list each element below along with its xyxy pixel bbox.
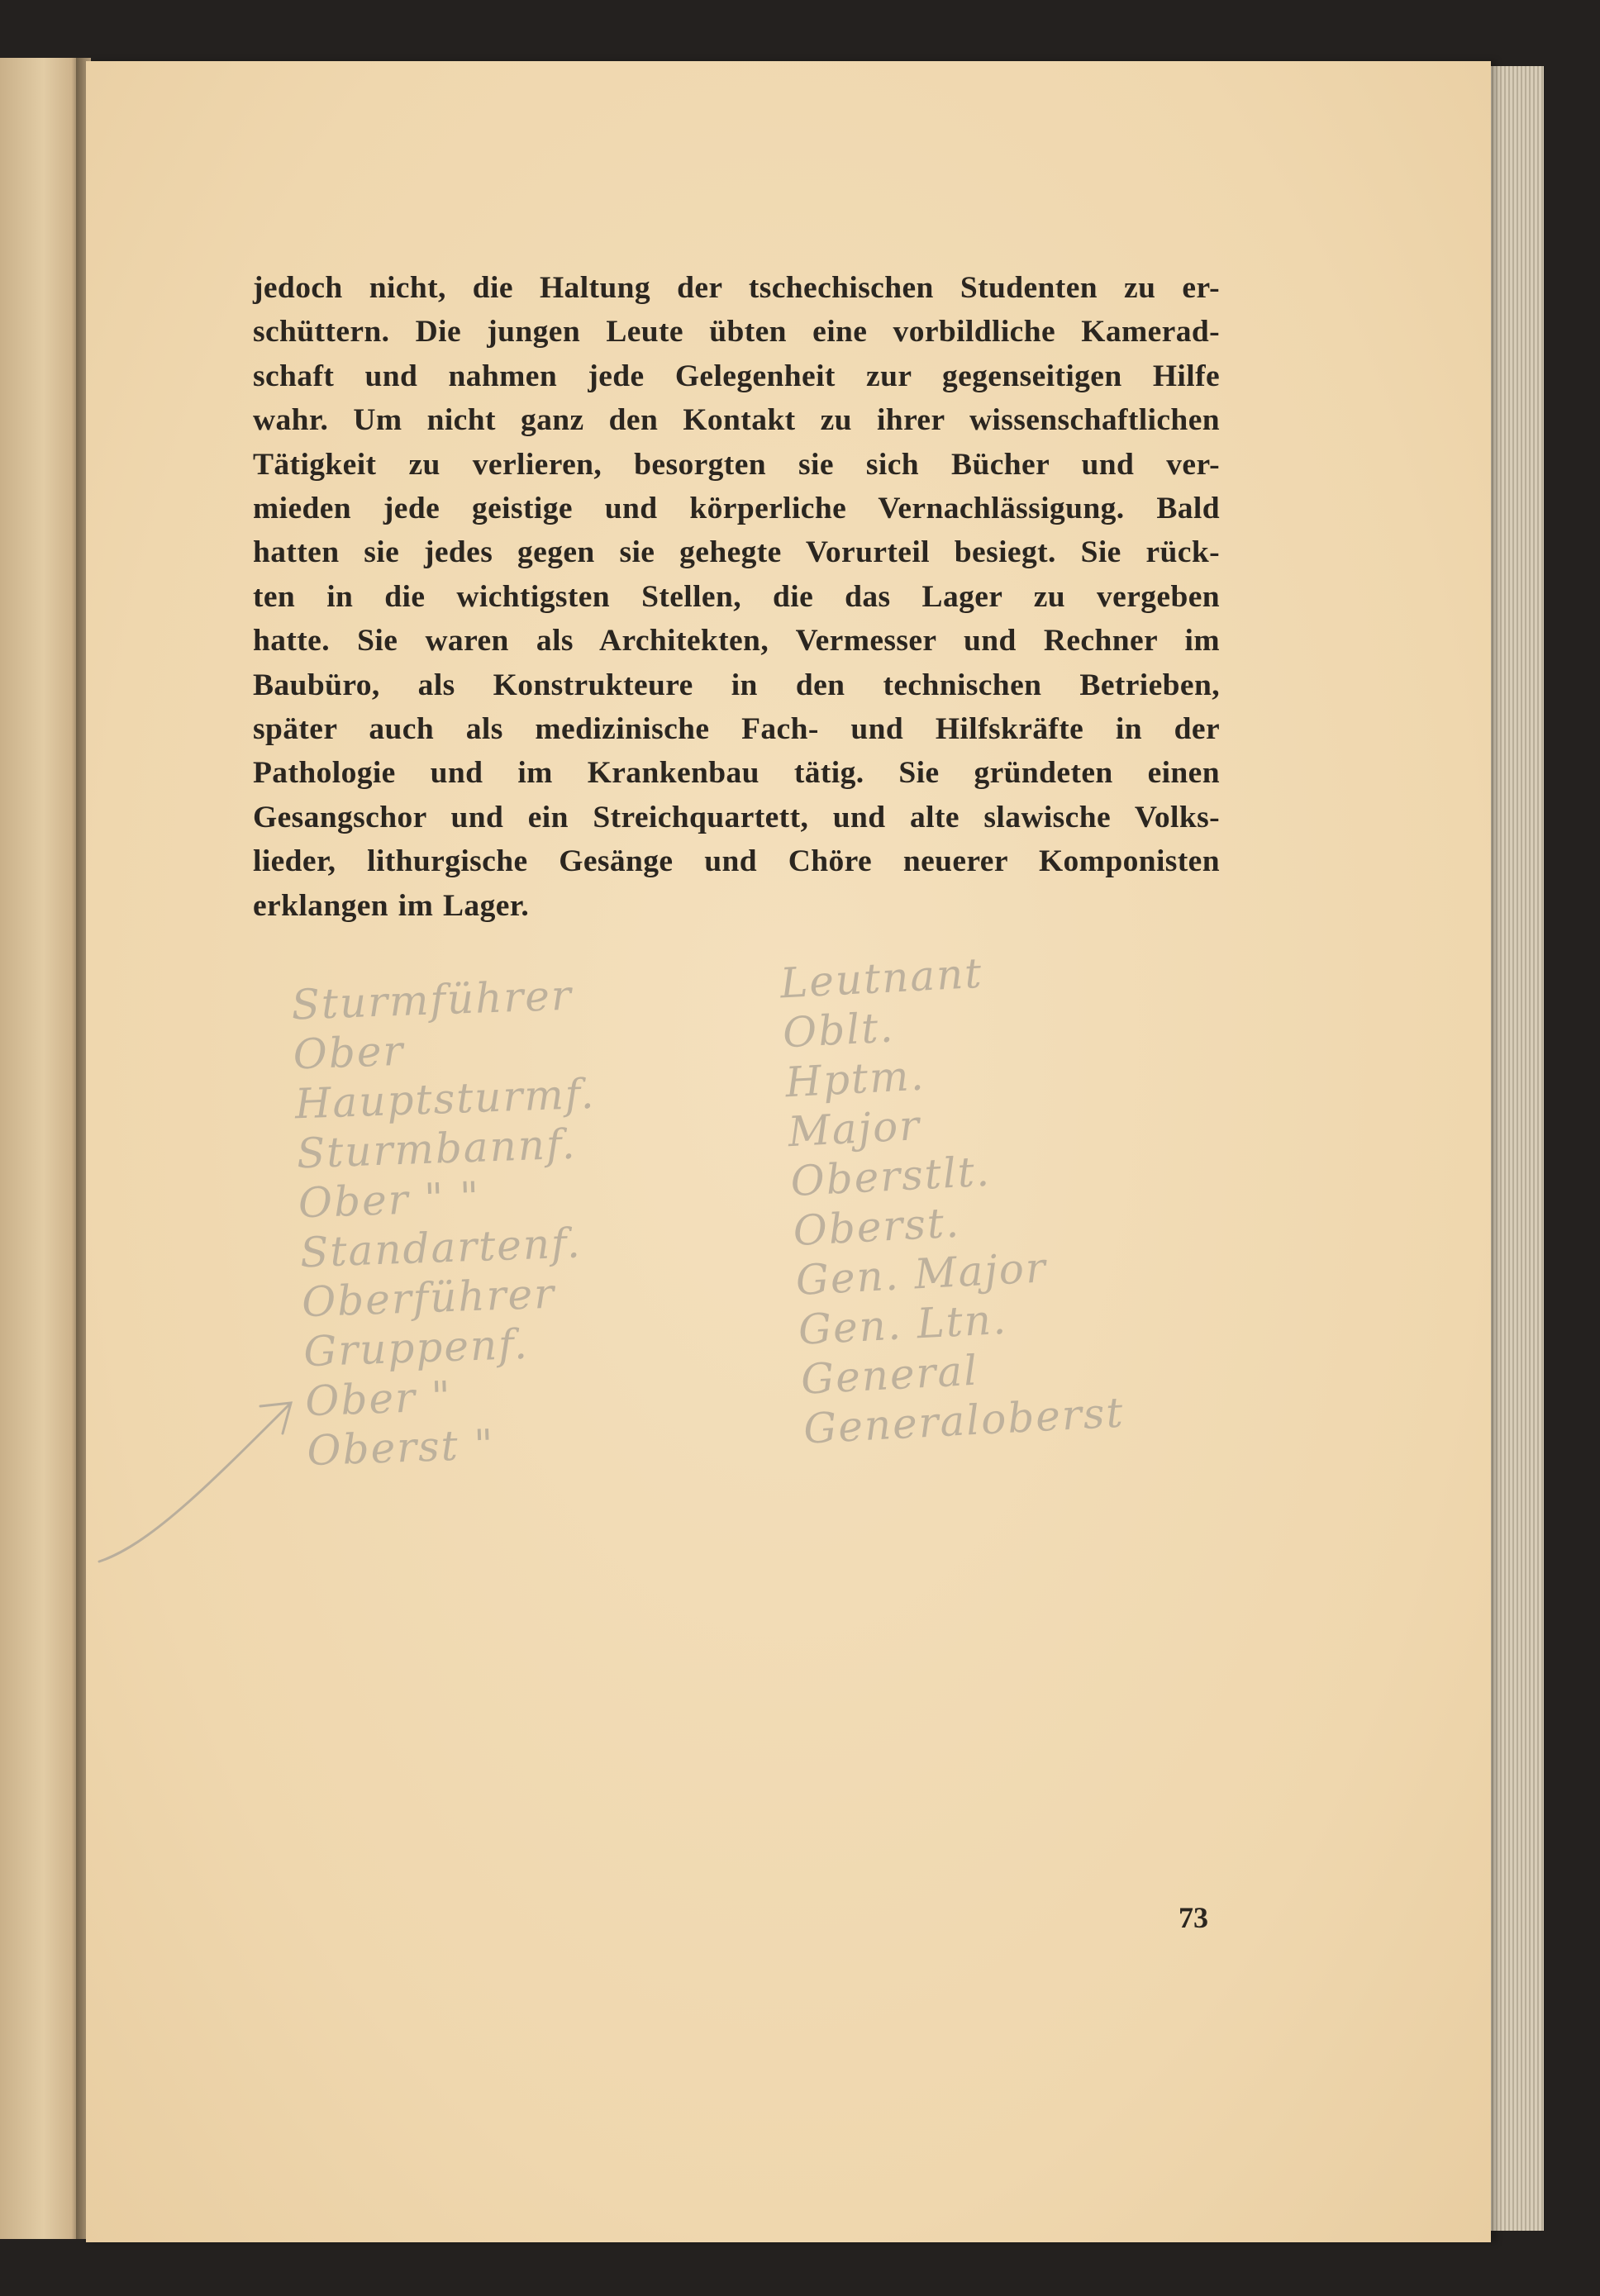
body-paragraph xyxy=(253,266,1220,928)
pencil-arrow-icon xyxy=(91,1388,322,1578)
text-line: schüttern. Die jungen Leute übten eine vorbildliche Kamerad- xyxy=(253,315,1220,349)
pencil-note: Oberstlt. xyxy=(789,1147,993,1206)
text-line: ten in die wichtigsten Stellen, die das Lager zu vergeben xyxy=(253,579,1220,614)
pencil-note: Ober " " xyxy=(298,1172,482,1228)
page-number: 73 xyxy=(1179,1901,1208,1934)
pencil-note: Sturmbannf. xyxy=(295,1119,578,1178)
pencil-note: Oblt. xyxy=(781,1003,896,1058)
pencil-note: Hauptsturmf. xyxy=(293,1069,597,1129)
text-line: erklangen im Lager. xyxy=(253,888,530,923)
pencil-note: Hptm. xyxy=(783,1051,926,1107)
pencil-note: Ober xyxy=(292,1026,406,1079)
text-line: mieden jede geistige und körperliche Vernachlässigung. Bald xyxy=(253,492,1220,526)
text-line: jedoch nicht, die Haltung der tschechischen Studenten zu er- xyxy=(253,271,1220,305)
text-line: Gesangschor und ein Streichquartett, und alte slawische Volks- xyxy=(253,800,1220,834)
text-line: hatten sie jedes gegen sie gehegte Vorurteil besiegt. Sie rück- xyxy=(253,535,1220,570)
pencil-note: General xyxy=(799,1346,980,1404)
text-line: Pathologie und im Krankenbau tätig. Sie gründeten einen xyxy=(253,756,1220,791)
pencil-note: Oberst " xyxy=(306,1420,496,1476)
text-line: später auch als medizinische Fach- und Hilfskräfte in der xyxy=(253,712,1220,747)
pencil-note: Generaloberst xyxy=(802,1388,1126,1453)
pencil-note: Gen. Ltn. xyxy=(797,1295,1009,1354)
text-line: Tätigkeit zu verlieren, besorgten sie sich Bücher und ver- xyxy=(253,447,1220,482)
pencil-note: Oberst. xyxy=(792,1198,962,1256)
pencil-notes-left xyxy=(291,970,608,1476)
pencil-note: Leutnant xyxy=(779,948,984,1008)
text-line: Baubüro, als Konstrukteure in den technischen Betrieben, xyxy=(253,668,1220,702)
left-page-edge xyxy=(0,58,79,2239)
pencil-note: Major xyxy=(787,1100,922,1157)
pencil-note: Gen. Major xyxy=(794,1243,1049,1305)
pencil-note: Oberführer xyxy=(301,1269,556,1327)
pencil-note: Gruppenf. xyxy=(302,1319,530,1376)
pencil-note: Ober " xyxy=(304,1372,453,1426)
text-line: schaft und nahmen jede Gelegenheit zur gegenseitigen Hilfe xyxy=(253,359,1220,393)
pencil-notes-right xyxy=(779,942,1126,1454)
pencil-note: Sturmführer xyxy=(290,971,574,1029)
pencil-note: Standartenf. xyxy=(299,1219,583,1277)
text-line: lieder, lithurgische Gesänge und Chöre neuerer Komponisten xyxy=(253,844,1220,879)
text-line: hatte. Sie waren als Architekten, Vermesser und Rechner im xyxy=(253,624,1220,658)
text-line: wahr. Um nicht ganz den Kontakt zu ihrer wissenschaftlichen xyxy=(253,403,1220,438)
